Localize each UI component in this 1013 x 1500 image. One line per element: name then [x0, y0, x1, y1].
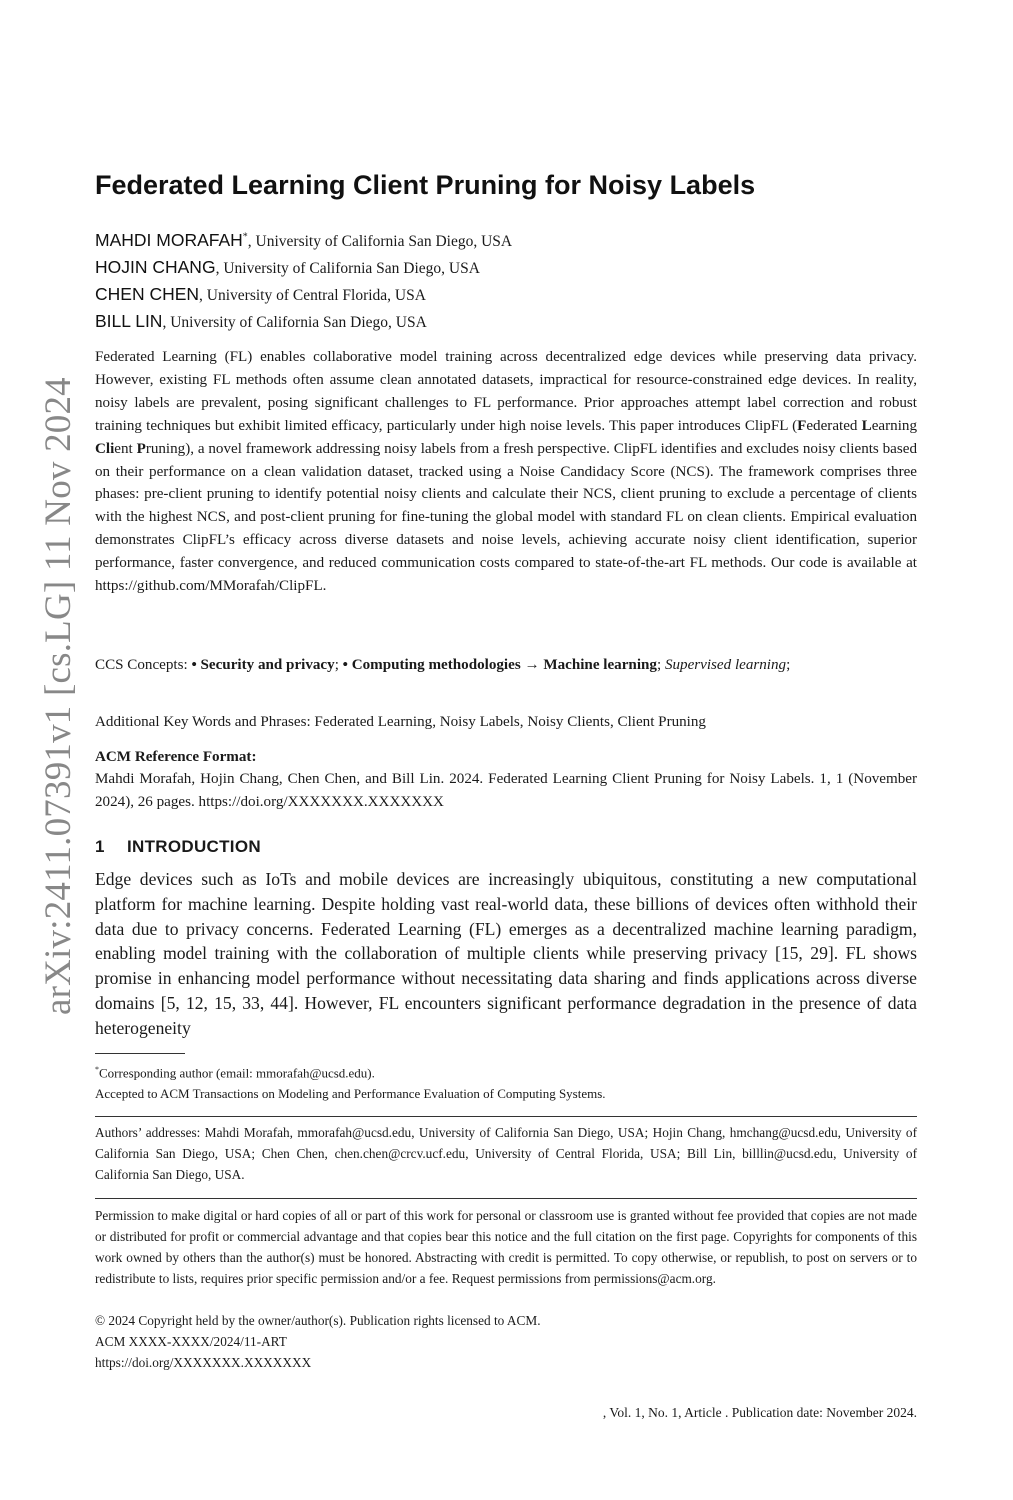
footnote-mark: *	[95, 1065, 99, 1074]
ccs-arrow: →	[520, 657, 544, 673]
ccs-concept: • Security and privacy	[191, 657, 335, 673]
ccs-concept: • Computing methodologies	[342, 657, 521, 673]
author-name: BILL LIN	[95, 311, 163, 331]
keywords: Additional Key Words and Phrases: Federated Learning, Noisy Labels, Noisy Clients, Client Pruning	[95, 714, 706, 730]
arxiv-sidebar-stamp: arXiv:2411.07391v1 [cs.LG] 11 Nov 2024	[38, 377, 79, 1015]
author-name: MAHDI MORAFAH	[95, 230, 243, 250]
permission-notice: Permission to make digital or hard copies of all or part of this work for personal or classroom use is granted without fee provided that copies are not made or distributed for profit or commercial advantage and that copies bear this notice and the full citation on the first page. Copyrights for components of this work owned by others than the author(s) must be honored. Abstracting with credit is permitted. To copy otherwise, or republish, to post on servers or to redistribute to lists, requires prior specific permission and/or a fee. Request permissions from permissions@acm.org.	[95, 1208, 917, 1286]
author-name: HOJIN CHANG	[95, 257, 216, 277]
copyright-block	[95, 1310, 917, 1373]
section-number: 1	[95, 837, 105, 856]
author-affiliation: , University of Central Florida, USA	[199, 287, 426, 304]
section-heading	[95, 837, 917, 857]
acronym-rest: ent	[114, 440, 137, 457]
abstract	[95, 346, 917, 598]
author-entry	[95, 281, 512, 308]
author-addresses: Authors’ addresses: Mahdi Morafah, mmorafah@ucsd.edu, University of California San Diego, USA; Hojin Chang, hmchang@ucsd.edu, University of California San Diego, USA; Chen Chen, chen.chen@crcv.ucf.edu, University of Central Florida, USA; Bill Lin, billlin@ucsd.edu, University of California San Diego, USA.	[95, 1125, 917, 1182]
ccs-concepts	[95, 654, 917, 677]
reference-format-text: Mahdi Morafah, Hojin Chang, Chen Chen, and Bill Lin. 2024. Federated Learning Client Pruning for Noisy Labels. 1, 1 (November 2024), 26 pages. https://doi.org/XXXXXXX.XXXXXXX	[95, 771, 917, 810]
section-title: INTRODUCTION	[127, 837, 261, 856]
acronym-rest: runing	[145, 440, 186, 457]
ccs-prefix: CCS Concepts:	[95, 657, 192, 673]
author-entry	[95, 308, 512, 335]
abstract-text: Federated Learning (FL) enables collaborative model training across decentralized edge devices while preserving data privacy. However, existing FL methods often assume clean annotated datasets, impractical for resource-constrained edge devices. In reality, noisy labels are prevalent, posing significant challenges to FL performance. Prior approaches attempt label correction and robust training techniques but exhibit limited efficacy, particularly under high noise levels. This paper introduces ClipFL (	[95, 349, 917, 434]
ccs-separator: ;	[334, 657, 343, 673]
acronym-letter: P	[136, 440, 146, 457]
footnote-text: Corresponding author (email: mmorafah@ucsd.edu).	[99, 1065, 375, 1081]
author-entry	[95, 254, 512, 281]
doi-link[interactable]: https://doi.org/XXXXXXX.XXXXXXX	[95, 1355, 312, 1370]
author-affiliation: , University of California San Diego, USA	[247, 233, 513, 250]
author-entry	[95, 227, 512, 254]
acronym-rest: ederated	[806, 417, 862, 434]
abstract-text: ), a novel framework addressing noisy labels from a fresh perspective. ClipFL identifies and excludes noisy clients based on their performance on a clean validation dataset, tracked using a Noise Candidacy Score (NCS). The framework comprises three phases: pre-client pruning to identify potential noisy clients and calculate their NCS, client pruning to exclude a percentage of clients with the highest NCS, and post-client pruning for fine-tuning the global model with standard FL on clean clients. Empirical evaluation demonstrates ClipFL’s efficacy across diverse datasets and noise levels, achieving accurate noisy client identification, superior performance, faster convergence, and reduced communication costs compared to state-of-the-art FL methods. Our code is available at https://github.com/MMorafah/ClipFL.	[95, 440, 918, 595]
ccs-concept-minor: Supervised learning	[664, 657, 787, 673]
footnote-accepted: Accepted to ACM Transactions on Modeling and Performance Evaluation of Computing Systems.	[95, 1086, 606, 1102]
ccs-concept: Machine learning	[543, 657, 657, 673]
ccs-separator: ;	[656, 657, 665, 673]
addresses-rule	[95, 1116, 917, 1117]
author-affiliation: , University of California San Diego, USA	[215, 260, 480, 277]
footnotes	[95, 1059, 917, 1104]
author-affiliation: , University of California San Diego, USA	[162, 314, 427, 331]
acronym-letter: L	[861, 417, 872, 434]
permission-rule	[95, 1198, 917, 1199]
ccs-end: ;	[786, 657, 791, 673]
author-name: CHEN CHEN	[95, 284, 200, 304]
acronym-rest: earning	[871, 417, 917, 434]
acronym-letter: Cli	[95, 440, 115, 457]
acm-isbn-line: ACM XXXX-XXXX/2024/11-ART	[95, 1334, 287, 1349]
reference-format-heading: ACM Reference Format:	[95, 749, 257, 765]
acronym-letter: F	[797, 417, 807, 434]
corresponding-author-mark: *	[242, 231, 248, 243]
paper-title: Federated Learning Client Pruning for Noisy Labels	[95, 170, 756, 200]
footnote-corresponding	[95, 1059, 917, 1083]
footnote-rule	[95, 1053, 185, 1054]
copyright-line: © 2024 Copyright held by the owner/author(s). Publication rights licensed to ACM.	[95, 1313, 541, 1328]
page-footer: , Vol. 1, No. 1, Article . Publication date: November 2024.	[602, 1405, 917, 1420]
introduction-text: Edge devices such as IoTs and mobile devices are increasingly ubiquitous, constituting a new computational platform for machine learning. Despite holding vast real-world data, these billions of devices often withhold their data due to privacy concerns. Federated Learning (FL) emerges as a decentralized machine learning paradigm, enabling model training with the collaboration of multiple clients while preserving privacy [15, 29]. FL shows promise in enhancing model performance without necessitating data sharing and finds applications across diverse domains [5, 12, 15, 33, 44]. However, FL encounters significant performance degradation in the presence of data heterogeneity	[95, 869, 917, 1038]
author-list	[95, 227, 512, 335]
